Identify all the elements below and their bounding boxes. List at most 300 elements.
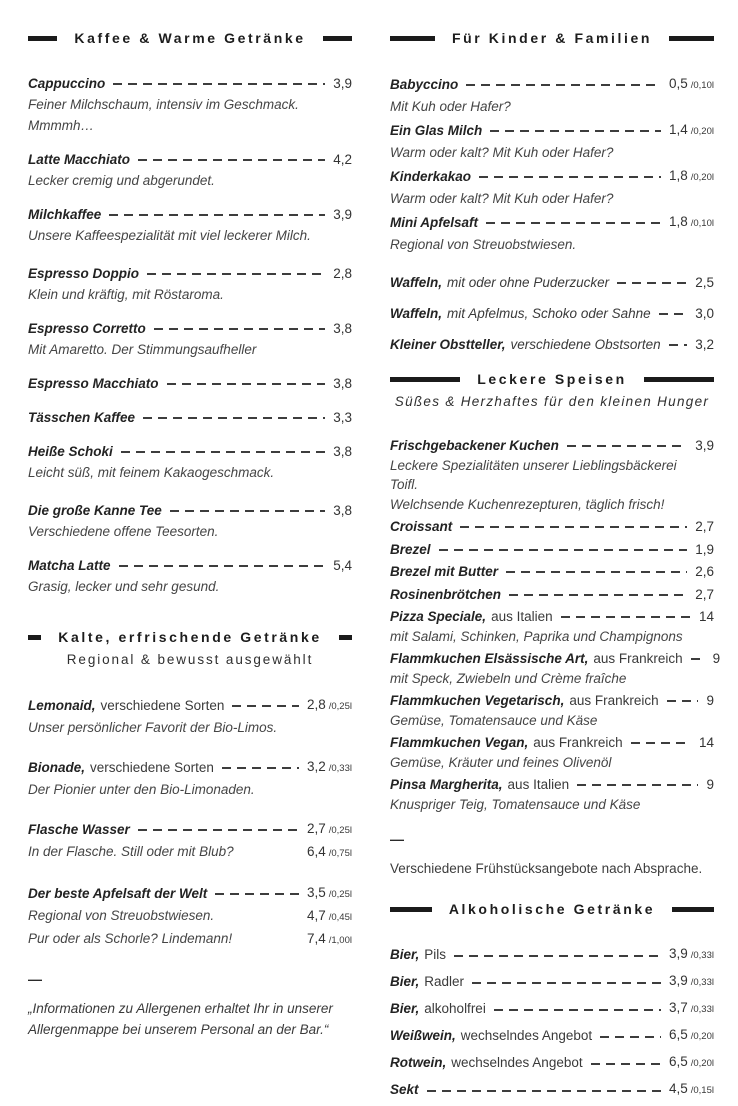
item-description: Gemüse, Kräuter und feines Olivenöl xyxy=(390,754,612,770)
item-price: 4,5 xyxy=(668,1081,688,1096)
dash-leader xyxy=(490,130,661,132)
item-description-row xyxy=(28,170,352,191)
item-row xyxy=(28,882,352,905)
section-footer xyxy=(390,829,714,879)
item-price-wrap xyxy=(307,694,352,717)
item-price: 6,5 xyxy=(668,1054,688,1069)
menu-item xyxy=(390,540,714,560)
item-row xyxy=(28,756,352,779)
item-name: Bionade, xyxy=(28,760,86,775)
section-items xyxy=(28,73,352,597)
item-description: Mit Amaretto. Der Stimmungsaufheller xyxy=(28,342,257,357)
dash-leader xyxy=(494,1009,661,1011)
item-description-row xyxy=(28,905,352,928)
item-price: 0,5 xyxy=(668,76,688,91)
item-name: Espresso Doppio xyxy=(28,266,140,281)
item-price: 9 xyxy=(706,777,714,792)
item-description: mit Salami, Schinken, Paprika und Champignons xyxy=(390,628,683,644)
item-price: 3,9 xyxy=(695,438,714,453)
item-price-wrap xyxy=(669,165,714,188)
item-description: Leckere Spezialitäten unserer Lieblingsbäckerei Toifl. xyxy=(390,457,677,492)
header-bar-right xyxy=(672,907,714,912)
line-price-wrap xyxy=(307,841,352,864)
item-price-wrap xyxy=(333,500,352,521)
item-price-wrap xyxy=(699,607,714,627)
item-price: 3,5 xyxy=(306,885,326,900)
menu-item xyxy=(390,733,714,772)
menu-item xyxy=(390,971,714,993)
item-variant: verschiedene Sorten xyxy=(100,698,225,713)
item-unit: /0,33l xyxy=(690,977,714,988)
item-description: Warm oder kalt? Mit Kuh oder Hafer? xyxy=(390,191,614,206)
dash-leader xyxy=(567,445,687,447)
dash-leader xyxy=(138,829,299,831)
item-description: Feiner Milchschaum, intensiv im Geschmack. Mmmmh… xyxy=(28,97,299,133)
menu-item xyxy=(390,1079,714,1101)
item-name: Brezel xyxy=(390,541,431,557)
item-price-wrap xyxy=(669,971,714,993)
menu-item xyxy=(28,694,352,738)
item-price-wrap xyxy=(699,733,714,753)
section-footer xyxy=(28,969,352,1040)
dash-leader xyxy=(466,84,661,86)
item-name: Espresso Macchiato xyxy=(28,376,159,391)
item-price-wrap xyxy=(695,562,714,582)
item-price: 2,5 xyxy=(695,275,714,290)
footer-note-line: Verschiedene Frühstücksangebote nach Absprache. xyxy=(390,861,703,876)
dash-leader xyxy=(154,328,325,330)
item-unit: /0,20l xyxy=(690,172,714,183)
item-description-row xyxy=(390,96,714,117)
item-row xyxy=(390,436,714,456)
line-price: 6,4 xyxy=(306,844,326,859)
dash-leader xyxy=(486,222,661,224)
dash-leader xyxy=(659,313,688,315)
item-description-row xyxy=(390,753,714,773)
item-price-wrap xyxy=(333,263,352,284)
item-row xyxy=(28,73,352,94)
dash-leader xyxy=(232,705,299,707)
dash-leader xyxy=(600,1036,661,1038)
dash-leader xyxy=(454,955,661,957)
menu-column-left xyxy=(28,30,352,1106)
item-price-wrap xyxy=(695,540,714,560)
menu-item xyxy=(28,555,352,597)
item-variant: wechselndes Angebot xyxy=(451,1055,583,1070)
item-unit: /0,33l xyxy=(690,1004,714,1015)
footer-note-line: „Informationen zu Allergenen erhaltet Ihr in unserer xyxy=(28,1001,333,1016)
dash-leader xyxy=(506,571,687,573)
item-variant: aus Frankreich xyxy=(593,651,683,666)
item-name: Waffeln, xyxy=(390,275,443,290)
menu-item xyxy=(28,263,352,305)
section-title: Für Kinder & Familien xyxy=(451,30,653,46)
section-header xyxy=(390,901,714,917)
item-description-row xyxy=(28,928,352,951)
item-description-row xyxy=(28,462,352,483)
item-price: 9 xyxy=(712,651,721,666)
item-price: 1,9 xyxy=(695,541,714,557)
item-price: 3,8 xyxy=(333,444,352,459)
item-price: 3,8 xyxy=(333,503,352,518)
item-description: Warm oder kalt? Mit Kuh oder Hafer? xyxy=(390,145,614,160)
item-name: Bier, xyxy=(390,1001,420,1016)
dash-leader xyxy=(577,784,698,786)
item-price-wrap xyxy=(307,818,352,841)
item-price-wrap xyxy=(333,373,352,394)
item-name: Mini Apfelsaft xyxy=(390,215,479,230)
item-description: Welchsende Kuchenrezepturen, täglich frisch! xyxy=(390,496,665,512)
item-name: Der beste Apfelsaft der Welt xyxy=(28,886,208,901)
item-row xyxy=(28,818,352,841)
menu-item xyxy=(390,303,714,324)
section-subtitle: Süßes & Herzhaftes für den kleinen Hunger xyxy=(394,394,710,409)
footer-dash: — xyxy=(390,831,404,847)
item-name: Babyccino xyxy=(390,77,459,92)
item-description: Pur oder als Schorle? Lindemann! xyxy=(28,931,233,946)
menu-item xyxy=(390,585,714,605)
item-description: Gemüse, Tomatensauce und Käse xyxy=(390,712,598,728)
item-row xyxy=(390,272,714,293)
section-header xyxy=(390,30,714,46)
item-name: Kinderkakao xyxy=(390,169,472,184)
item-name: Bier, xyxy=(390,974,420,989)
item-row xyxy=(390,998,714,1020)
section-items xyxy=(390,436,721,814)
item-row xyxy=(390,540,714,560)
item-row xyxy=(28,407,352,428)
item-row xyxy=(390,211,714,234)
item-variant: wechselndes Angebot xyxy=(460,1028,593,1043)
item-price-wrap xyxy=(333,73,352,94)
item-unit: /0,25l xyxy=(328,889,352,900)
item-description-row xyxy=(390,188,714,209)
item-price: 3,8 xyxy=(333,321,352,336)
dash-leader xyxy=(138,159,325,161)
item-name: Matcha Latte xyxy=(28,558,111,573)
item-price: 2,7 xyxy=(695,519,714,534)
item-price: 14 xyxy=(698,609,714,624)
header-bar-left xyxy=(390,377,460,382)
item-row xyxy=(28,149,352,170)
item-variant: verschiedene Obstsorten xyxy=(510,337,661,352)
item-description-row xyxy=(28,521,352,542)
header-bar-right xyxy=(644,377,714,382)
item-name: Flasche Wasser xyxy=(28,822,130,837)
item-price-wrap xyxy=(695,585,714,605)
item-price-wrap xyxy=(695,436,714,456)
item-name: Flammkuchen Elsässische Art, xyxy=(390,651,589,666)
item-price: 3,9 xyxy=(333,207,352,222)
item-price: 2,6 xyxy=(695,564,714,579)
item-description-row xyxy=(390,456,714,495)
item-name: Kleiner Obstteller, xyxy=(390,337,506,352)
menu-section xyxy=(390,30,714,355)
menu-item xyxy=(28,149,352,191)
item-unit: /0,33l xyxy=(328,763,352,774)
menu-item xyxy=(390,165,714,209)
item-unit: /0,25l xyxy=(328,825,352,836)
item-description-row xyxy=(390,669,714,689)
dash-leader xyxy=(439,549,688,551)
item-price: 6,5 xyxy=(668,1027,688,1042)
item-row xyxy=(28,555,352,576)
menu-item xyxy=(390,998,714,1020)
item-name: Flammkuchen Vegetarisch, xyxy=(390,693,565,708)
item-price-wrap xyxy=(307,882,352,905)
item-name: Ein Glas Milch xyxy=(390,123,483,138)
item-name: Lemonaid, xyxy=(28,698,96,713)
item-name: Latte Macchiato xyxy=(28,152,131,167)
item-description-row xyxy=(390,795,714,815)
item-description-row xyxy=(390,142,714,163)
item-description: Klein und kräftig, mit Röstaroma. xyxy=(28,287,224,302)
dash-leader xyxy=(143,417,325,419)
menu-section xyxy=(390,371,721,879)
item-price-wrap xyxy=(669,944,714,966)
item-price: 1,4 xyxy=(668,122,688,137)
section-title: Leckere Speisen xyxy=(477,371,627,387)
item-row xyxy=(390,119,714,142)
header-bar-right xyxy=(323,36,352,41)
item-price-wrap xyxy=(333,149,352,170)
item-name: Pinsa Margherita, xyxy=(390,777,503,792)
line-unit: /0,75l xyxy=(328,848,352,859)
item-description-row xyxy=(28,284,352,305)
item-name: Waffeln, xyxy=(390,306,443,321)
item-row xyxy=(390,971,714,993)
item-unit: /0,10l xyxy=(690,218,714,229)
item-variant: alkoholfrei xyxy=(424,1001,486,1016)
line-price-wrap xyxy=(307,905,352,928)
item-row xyxy=(28,318,352,339)
item-variant: Pils xyxy=(424,947,447,962)
section-title: Kalte, erfrischende Getränke xyxy=(58,629,322,645)
menu-item xyxy=(390,775,714,814)
item-description-row xyxy=(390,627,714,647)
dash-leader xyxy=(561,616,691,618)
menu-section xyxy=(28,30,352,597)
item-name: Brezel mit Butter xyxy=(390,564,499,579)
section-title: Kaffee & Warme Getränke xyxy=(74,30,306,46)
item-unit: /0,10l xyxy=(690,80,714,91)
line-price: 4,7 xyxy=(306,908,326,923)
dash-leader xyxy=(119,565,326,567)
item-price: 14 xyxy=(698,735,714,750)
menu-item xyxy=(390,944,714,966)
item-price: 1,8 xyxy=(668,168,688,183)
item-description-row xyxy=(28,779,352,800)
menu-item xyxy=(390,562,714,582)
item-row xyxy=(390,1025,714,1047)
item-row xyxy=(390,733,714,753)
item-row xyxy=(390,775,714,795)
item-name: Cappuccino xyxy=(28,76,106,91)
item-price: 2,7 xyxy=(306,821,326,836)
dash-leader xyxy=(109,214,325,216)
section-items xyxy=(390,944,714,1101)
item-unit: /0,25l xyxy=(328,701,352,712)
item-description: Verschiedene offene Teesorten. xyxy=(28,524,219,539)
item-price-wrap xyxy=(333,441,352,462)
menu-section xyxy=(390,901,714,1101)
item-price-wrap xyxy=(333,318,352,339)
item-row xyxy=(390,1052,714,1074)
item-row xyxy=(390,562,714,582)
menu-item xyxy=(390,119,714,163)
item-price-wrap xyxy=(695,334,714,355)
item-price: 3,3 xyxy=(333,410,352,425)
dash-leader xyxy=(509,594,687,596)
item-row xyxy=(390,334,714,355)
item-name: Pizza Speciale, xyxy=(390,609,487,624)
item-price: 5,4 xyxy=(333,558,352,573)
item-description: Leicht süß, mit feinem Kakaogeschmack. xyxy=(28,465,275,480)
item-unit: /0,20l xyxy=(690,1031,714,1042)
item-name: Espresso Corretto xyxy=(28,321,146,336)
section-title: Alkoholische Getränke xyxy=(448,901,656,917)
item-price: 3,9 xyxy=(668,946,688,961)
item-price: 1,8 xyxy=(668,214,688,229)
dash-leader xyxy=(591,1063,661,1065)
item-price: 3,9 xyxy=(333,76,352,91)
item-description-row xyxy=(28,841,352,864)
item-price-wrap xyxy=(695,517,714,537)
menu-item xyxy=(28,407,352,428)
section-header xyxy=(28,30,352,46)
item-description: Unsere Kaffeespezialität mit viel leckerer Milch. xyxy=(28,228,311,243)
item-price-wrap xyxy=(706,691,714,711)
dash-leader xyxy=(222,767,299,769)
item-description-row xyxy=(28,717,352,738)
item-variant: aus Italien xyxy=(507,777,570,792)
item-price: 3,2 xyxy=(695,337,714,352)
item-name: Bier, xyxy=(390,947,420,962)
dash-leader xyxy=(427,1090,661,1092)
item-name: Rosinenbrötchen xyxy=(390,586,502,602)
item-description: In der Flasche. Still oder mit Blub? xyxy=(28,844,234,859)
item-description: Regional von Streuobstwiesen. xyxy=(28,908,215,923)
menu-section xyxy=(28,629,352,1040)
item-description-row xyxy=(28,94,352,136)
item-unit: /0,33l xyxy=(690,950,714,961)
item-price-wrap xyxy=(669,1025,714,1047)
menu-item xyxy=(28,318,352,360)
header-bar-right xyxy=(669,36,714,41)
item-variant: aus Frankreich xyxy=(569,693,659,708)
item-name: Die große Kanne Tee xyxy=(28,503,162,518)
menu-item xyxy=(28,373,352,394)
item-unit: /0,20l xyxy=(690,1058,714,1069)
header-bar-left xyxy=(390,907,432,912)
menu-item xyxy=(28,882,352,951)
item-unit: /0,20l xyxy=(690,126,714,137)
menu-item xyxy=(28,756,352,800)
menu-item xyxy=(390,517,714,537)
item-unit: /0,15l xyxy=(690,1085,714,1096)
item-price-wrap xyxy=(669,73,714,96)
footer-dash: — xyxy=(28,971,42,987)
item-name: Weißwein, xyxy=(390,1028,456,1043)
item-price: 4,2 xyxy=(333,152,352,167)
item-row xyxy=(28,204,352,225)
menu-item xyxy=(28,441,352,483)
item-price-wrap xyxy=(333,407,352,428)
item-price: 2,7 xyxy=(695,586,714,602)
item-description: Unser persönlicher Favorit der Bio-Limos. xyxy=(28,720,278,735)
dash-leader xyxy=(617,282,687,284)
dash-leader xyxy=(667,700,699,702)
item-row xyxy=(390,517,714,537)
dash-leader xyxy=(167,383,326,385)
item-price: 3,2 xyxy=(306,759,326,774)
header-bar-left xyxy=(390,36,435,41)
item-price-wrap xyxy=(307,756,352,779)
item-price-wrap xyxy=(669,211,714,234)
dash-leader xyxy=(170,510,325,512)
header-bar-right xyxy=(339,635,352,640)
item-price-wrap xyxy=(333,555,352,576)
menu-item xyxy=(390,1025,714,1047)
item-description: Knuspriger Teig, Tomatensauce und Käse xyxy=(390,796,641,812)
item-variant: aus Italien xyxy=(491,609,553,624)
line-unit: /0,45l xyxy=(328,912,352,923)
item-price-wrap xyxy=(669,119,714,142)
item-name: Sekt xyxy=(390,1082,419,1097)
item-description: Mit Kuh oder Hafer? xyxy=(390,99,511,114)
item-row xyxy=(28,694,352,717)
line-unit: /1,00l xyxy=(328,935,352,946)
section-items xyxy=(390,73,714,355)
line-price: 7,4 xyxy=(306,931,326,946)
item-price-wrap xyxy=(706,775,714,795)
item-row xyxy=(390,691,714,711)
item-description-row xyxy=(390,234,714,255)
menu-item xyxy=(390,607,714,646)
menu-item xyxy=(28,818,352,864)
item-name: Flammkuchen Vegan, xyxy=(390,735,529,750)
line-price-wrap xyxy=(307,928,352,951)
item-description: Der Pionier unter den Bio-Limonaden. xyxy=(28,782,255,797)
item-row xyxy=(28,441,352,462)
item-row xyxy=(390,1079,714,1101)
menu-item xyxy=(390,272,714,293)
dash-leader xyxy=(691,658,705,660)
item-variant: aus Frankreich xyxy=(533,735,623,750)
item-price-wrap xyxy=(669,1052,714,1074)
footer-note-line: Allergenmappe bei unserem Personal an der Bar.“ xyxy=(28,1022,329,1037)
item-name: Heiße Schoki xyxy=(28,444,113,459)
item-name: Frischgebackener Kuchen xyxy=(390,438,559,453)
dash-leader xyxy=(113,83,325,85)
item-price-wrap xyxy=(669,1079,714,1101)
item-name: Croissant xyxy=(390,519,453,534)
item-description: Lecker cremig und abgerundet. xyxy=(28,173,215,188)
item-name: Tässchen Kaffee xyxy=(28,410,136,425)
item-name: Milchkaffee xyxy=(28,207,102,222)
item-price-wrap xyxy=(333,204,352,225)
menu-item xyxy=(390,649,721,688)
item-row xyxy=(28,500,352,521)
dash-leader xyxy=(215,893,299,895)
item-variant: mit Apfelmus, Schoko oder Sahne xyxy=(447,306,651,321)
item-description-row xyxy=(28,576,352,597)
item-price: 2,8 xyxy=(306,697,326,712)
item-row xyxy=(390,303,714,324)
item-price: 3,0 xyxy=(695,306,714,321)
item-row xyxy=(390,165,714,188)
menu-item xyxy=(390,73,714,117)
